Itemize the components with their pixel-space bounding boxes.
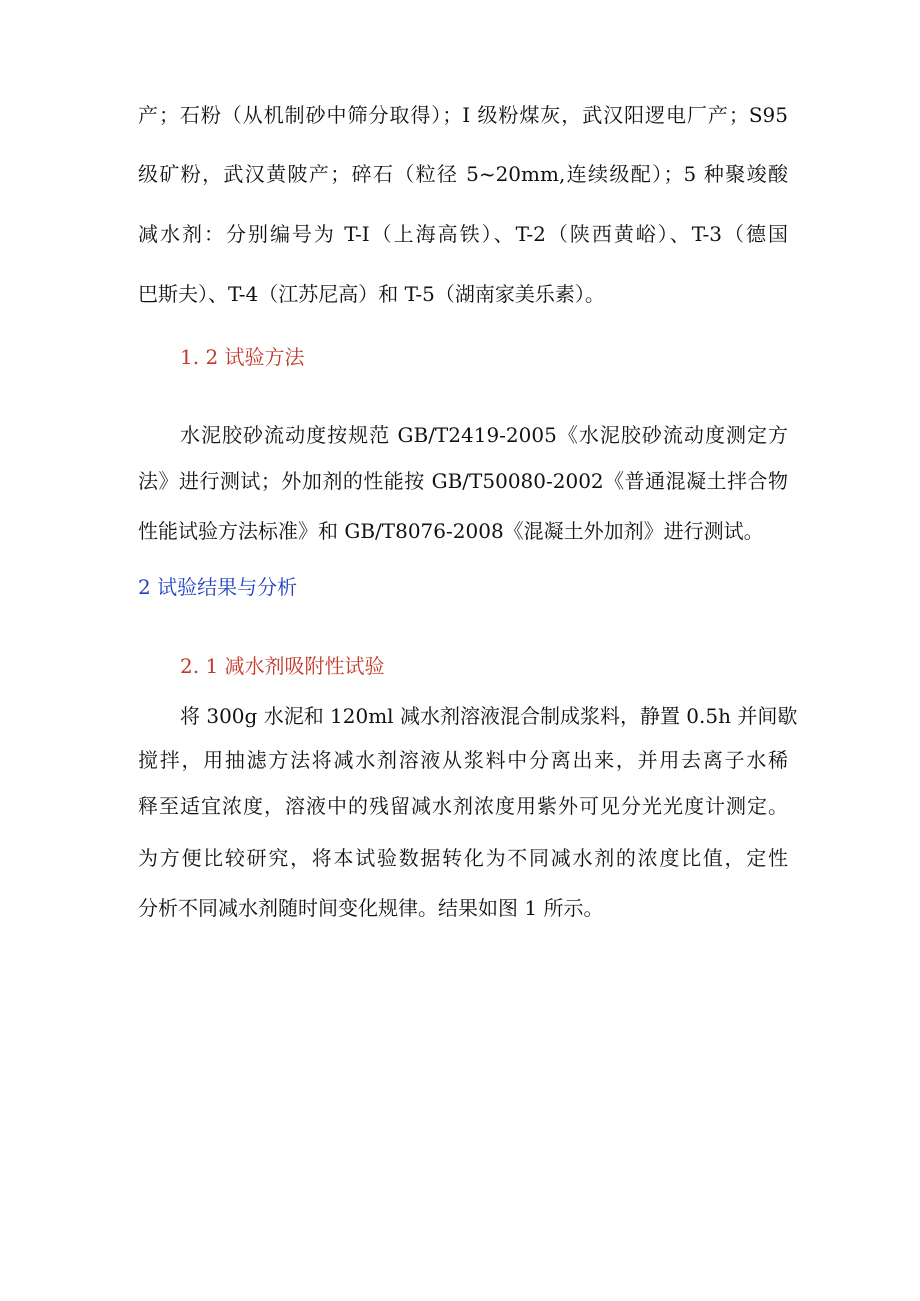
section-heading-1-2: 1. 2 试验方法 (180, 345, 305, 369)
paragraph-line: 搅拌，用抽滤方法将减水剂溶液从浆料中分离出来，并用去离子水稀 (138, 748, 788, 772)
section-heading-2-1: 2. 1 减水剂吸附性试验 (180, 654, 385, 678)
paragraph-line: 将 300g 水泥和 120ml 减水剂溶液混合制成浆料，静置 0.5h 并间歇 (180, 704, 798, 728)
paragraph-line: 减水剂：分别编号为 T-I（上海高铁）、T-2（陕西黄峪）、T-3（德国 (138, 222, 788, 246)
paragraph-line: 巴斯夫）、T-4（江苏尼高）和 T-5（湖南家美乐素）。 (138, 282, 605, 306)
paragraph-line: 级矿粉，武汉黄陂产；碎石（粒径 5~20mm,连续级配）；5 种聚竣酸 (138, 162, 788, 186)
section-heading-2: 2 试验结果与分析 (138, 575, 298, 599)
paragraph-line: 释至适宜浓度，溶液中的残留减水剂浓度用紫外可见分光光度计测定。 (138, 794, 788, 818)
paragraph-line: 性能试验方法标准》和 GB/T8076-2008《混凝土外加剂》进行测试。 (138, 519, 764, 543)
paragraph-line: 产；石粉（从机制砂中筛分取得）；I 级粉煤灰，武汉阳逻电厂产；S95 (138, 103, 788, 127)
paragraph-line: 法》进行测试；外加剂的性能按 GB/T50080-2002《普通混凝土拌合物 (138, 469, 788, 493)
paragraph-line: 水泥胶砂流动度按规范 GB/T2419-2005《水泥胶砂流动度测定方 (180, 423, 788, 447)
paragraph-line: 分析不同减水剂随时间变化规律。结果如图 1 所示。 (138, 896, 604, 920)
paragraph-line: 为方便比较研究，将本试验数据转化为不同减水剂的浓度比值，定性 (138, 846, 788, 870)
